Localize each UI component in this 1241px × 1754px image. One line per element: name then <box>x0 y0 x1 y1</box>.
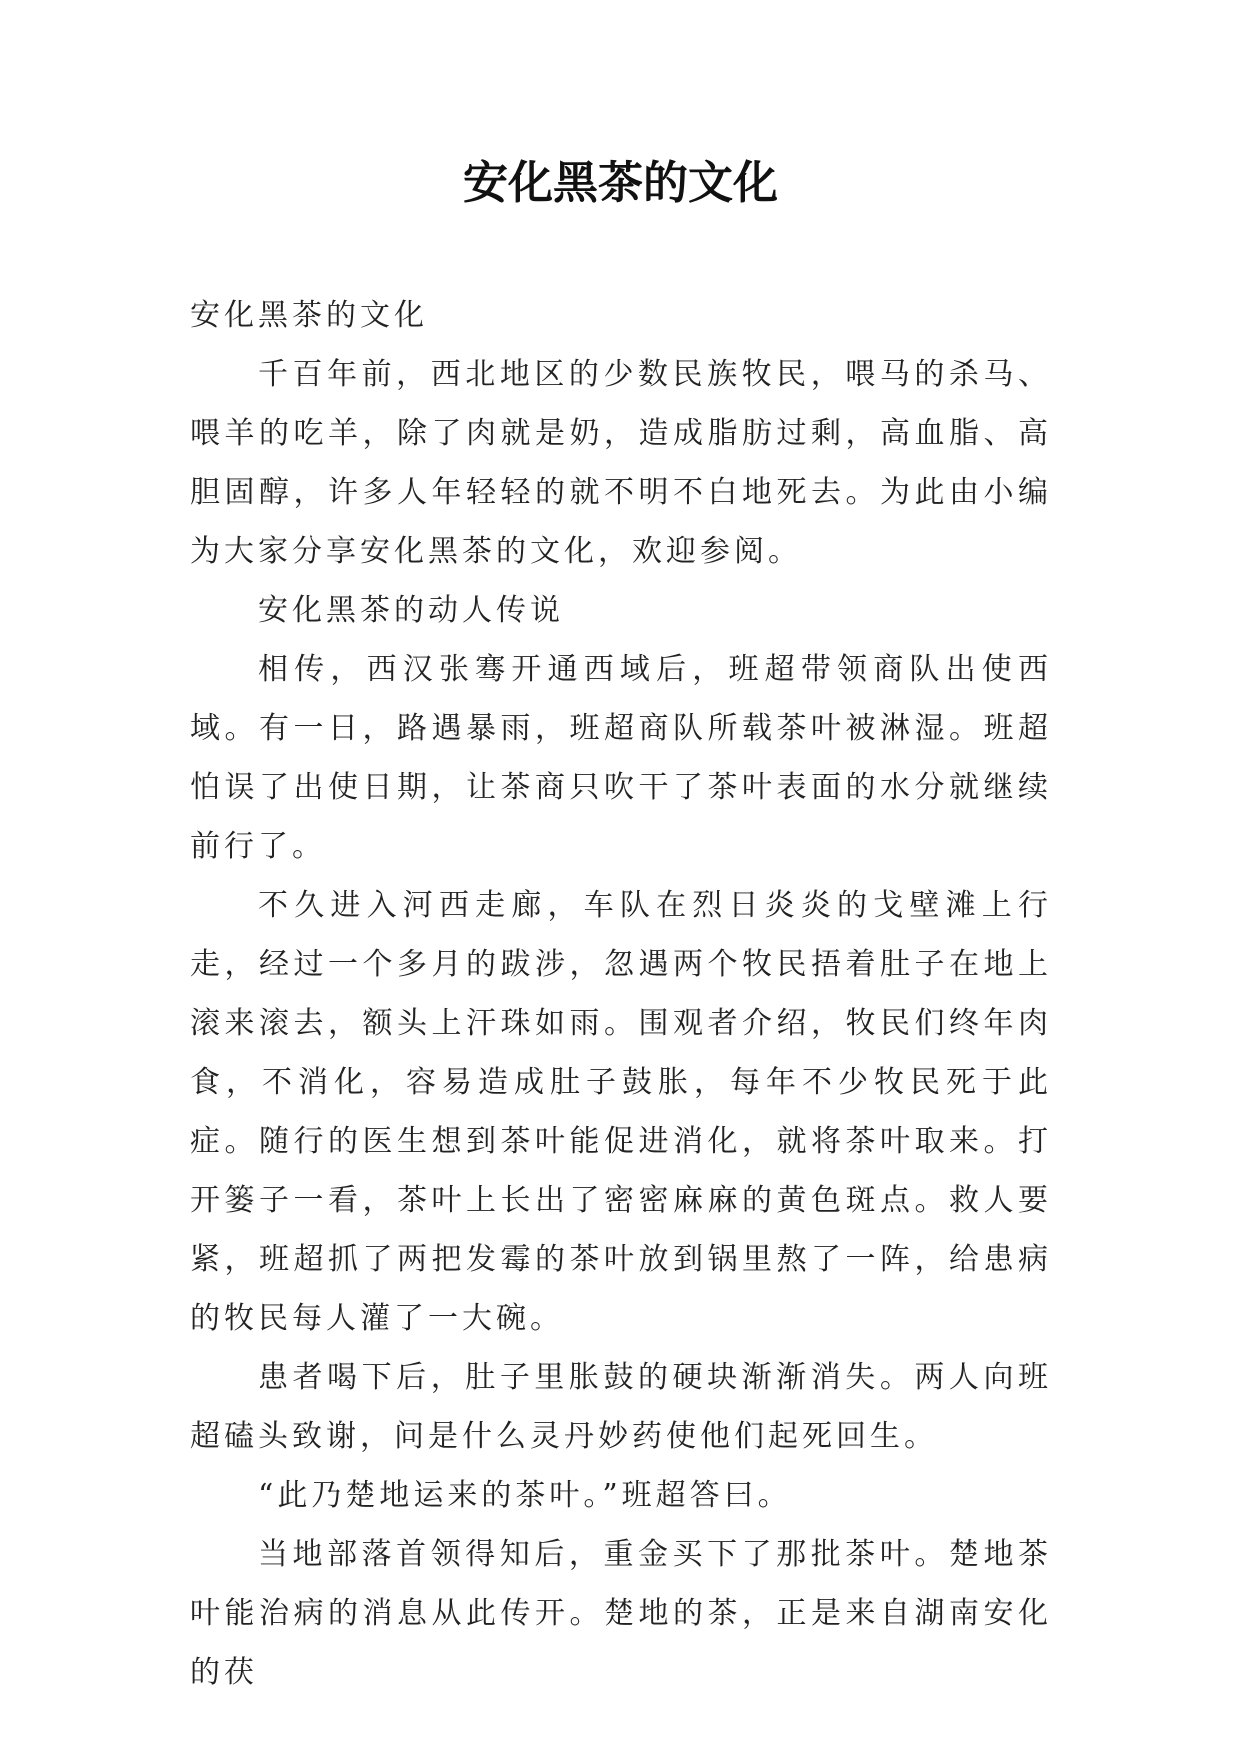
paragraph: 患者喝下后，肚子里胀鼓的硬块渐渐消失。两人向班超磕头致谢，问是什么灵丹妙药使他们起死回生。 <box>190 1360 1052 1454</box>
section-heading: 安化黑茶的动人传说 <box>258 593 564 628</box>
paragraph: 不久进入河西走廊，车队在烈日炎炎的戈壁滩上行走，经过一个多月的跋涉，忽遇两个牧民捂着肚子在地上滚来滚去，额头上汗珠如雨。围观者介绍，牧民们终年肉食，不消化，容易造成肚子鼓胀，每年不少牧民死于此症。随行的医生想到茶叶能促进消化，就将茶叶取来。打开篓子一看，茶叶上长出了密密麻麻的黄色斑点。救人要紧，班超抓了两把发霉的茶叶放到锅里熬了一阵，给患病的牧民每人灌了一大碗。 <box>190 888 1052 1336</box>
paragraph: 相传，西汉张骞开通西域后，班超带领商队出使西域。有一日，路遇暴雨，班超商队所载茶叶被淋湿。班超怕误了出使日期，让茶商只吹干了茶叶表面的水分就继续前行了。 <box>190 652 1052 864</box>
paragraph-heading: 安化黑茶的文化 <box>190 298 428 333</box>
document-body <box>190 286 1052 1702</box>
paragraph: “此乃楚地运来的茶叶。”班超答曰。 <box>258 1478 792 1513</box>
document-title: 安化黑茶的文化 <box>462 156 778 209</box>
paragraph: 当地部落首领得知后，重金买下了那批茶叶。楚地茶叶能治病的消息从此传开。楚地的茶，正是来自湖南安化的茯 <box>190 1537 1052 1690</box>
paragraph: 千百年前，西北地区的少数民族牧民，喂马的杀马、喂羊的吃羊，除了肉就是奶，造成脂肪过剩，高血脂、高胆固醇，许多人年轻轻的就不明不白地死去。为此由小编为大家分享安化黑茶的文化，欢迎参阅。 <box>190 357 1052 569</box>
